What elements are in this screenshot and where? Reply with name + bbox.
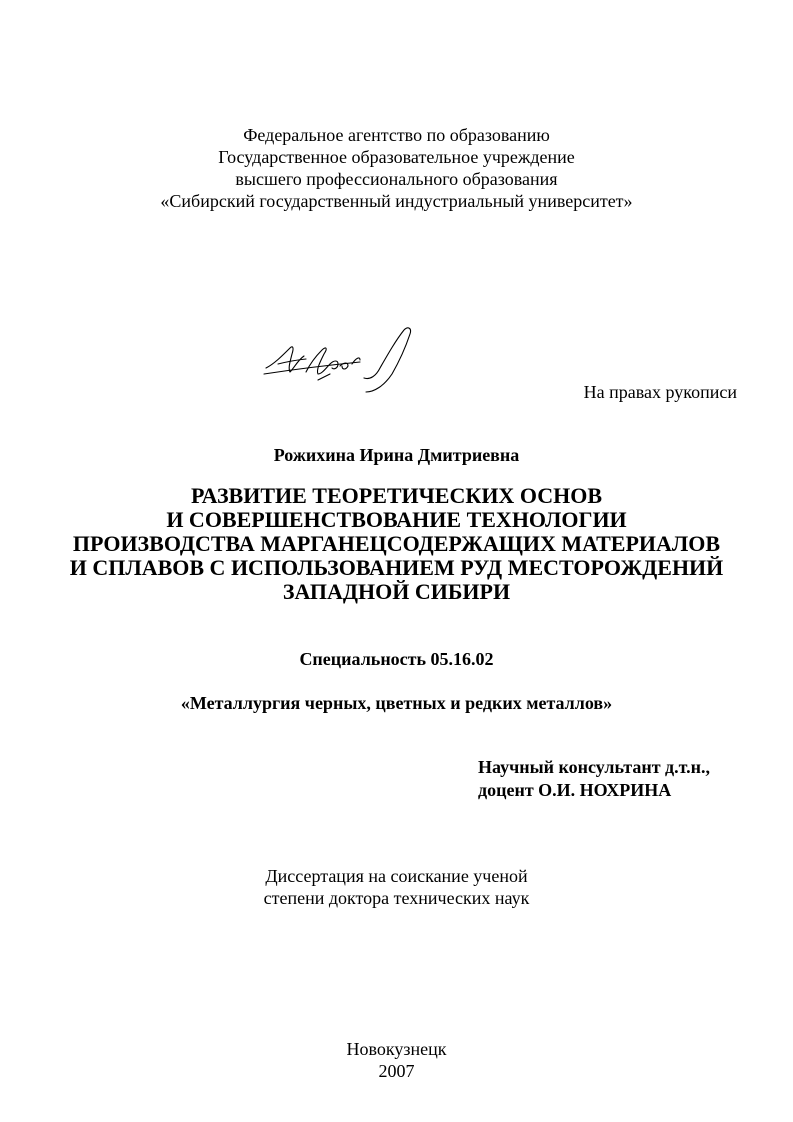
- specialty-name: «Металлургия черных, цветных и редких металлов»: [180, 693, 613, 713]
- degree-statement: [0, 865, 793, 909]
- title-line-2: И СОВЕРШЕНСТВОВАНИЕ ТЕХНОЛОГИИ: [166, 507, 627, 532]
- header-line-agency: Федеральное агентство по образованию: [243, 125, 550, 145]
- author-name: Рожихина Ирина Дмитриевна: [273, 445, 520, 465]
- header-line-university: «Сибирский государственный индустриальный университет»: [160, 191, 633, 211]
- title-line-4: И СПЛАВОВ С ИСПОЛЬЗОВАНИЕМ РУД МЕСТОРОЖДЕНИЙ: [69, 555, 724, 580]
- title-line-3: ПРОИЗВОДСТВА МАРГАНЕЦСОДЕРЖАЩИХ МАТЕРИАЛОВ: [72, 531, 721, 556]
- degree-line-2: степени доктора технических наук: [263, 888, 530, 908]
- year: 2007: [378, 1061, 415, 1081]
- scientific-advisor: [478, 756, 710, 802]
- degree-line-1: Диссертация на соискание ученой: [265, 866, 528, 886]
- advisor-line-name: доцент О.И. НОХРИНА: [478, 780, 672, 800]
- header-line-institution-type: Государственное образовательное учреждение: [218, 147, 575, 167]
- advisor-line-title: Научный консультант д.т.н.,: [478, 757, 711, 777]
- title-line-1: РАЗВИТИЕ ТЕОРЕТИЧЕСКИХ ОСНОВ: [190, 483, 602, 508]
- title-line-5: ЗАПАДНОЙ СИБИРИ: [282, 579, 511, 604]
- place-and-year: [0, 1038, 793, 1082]
- header-line-education-level: высшего профессионального образования: [235, 169, 558, 189]
- manuscript-rights-note: На правах рукописи: [583, 382, 737, 402]
- city: Новокузнецк: [346, 1039, 447, 1059]
- specialty-code: Специальность 05.16.02: [299, 649, 494, 669]
- dissertation-title: [0, 484, 793, 604]
- institution-header: [0, 124, 793, 212]
- handwritten-signature-icon: [260, 318, 425, 398]
